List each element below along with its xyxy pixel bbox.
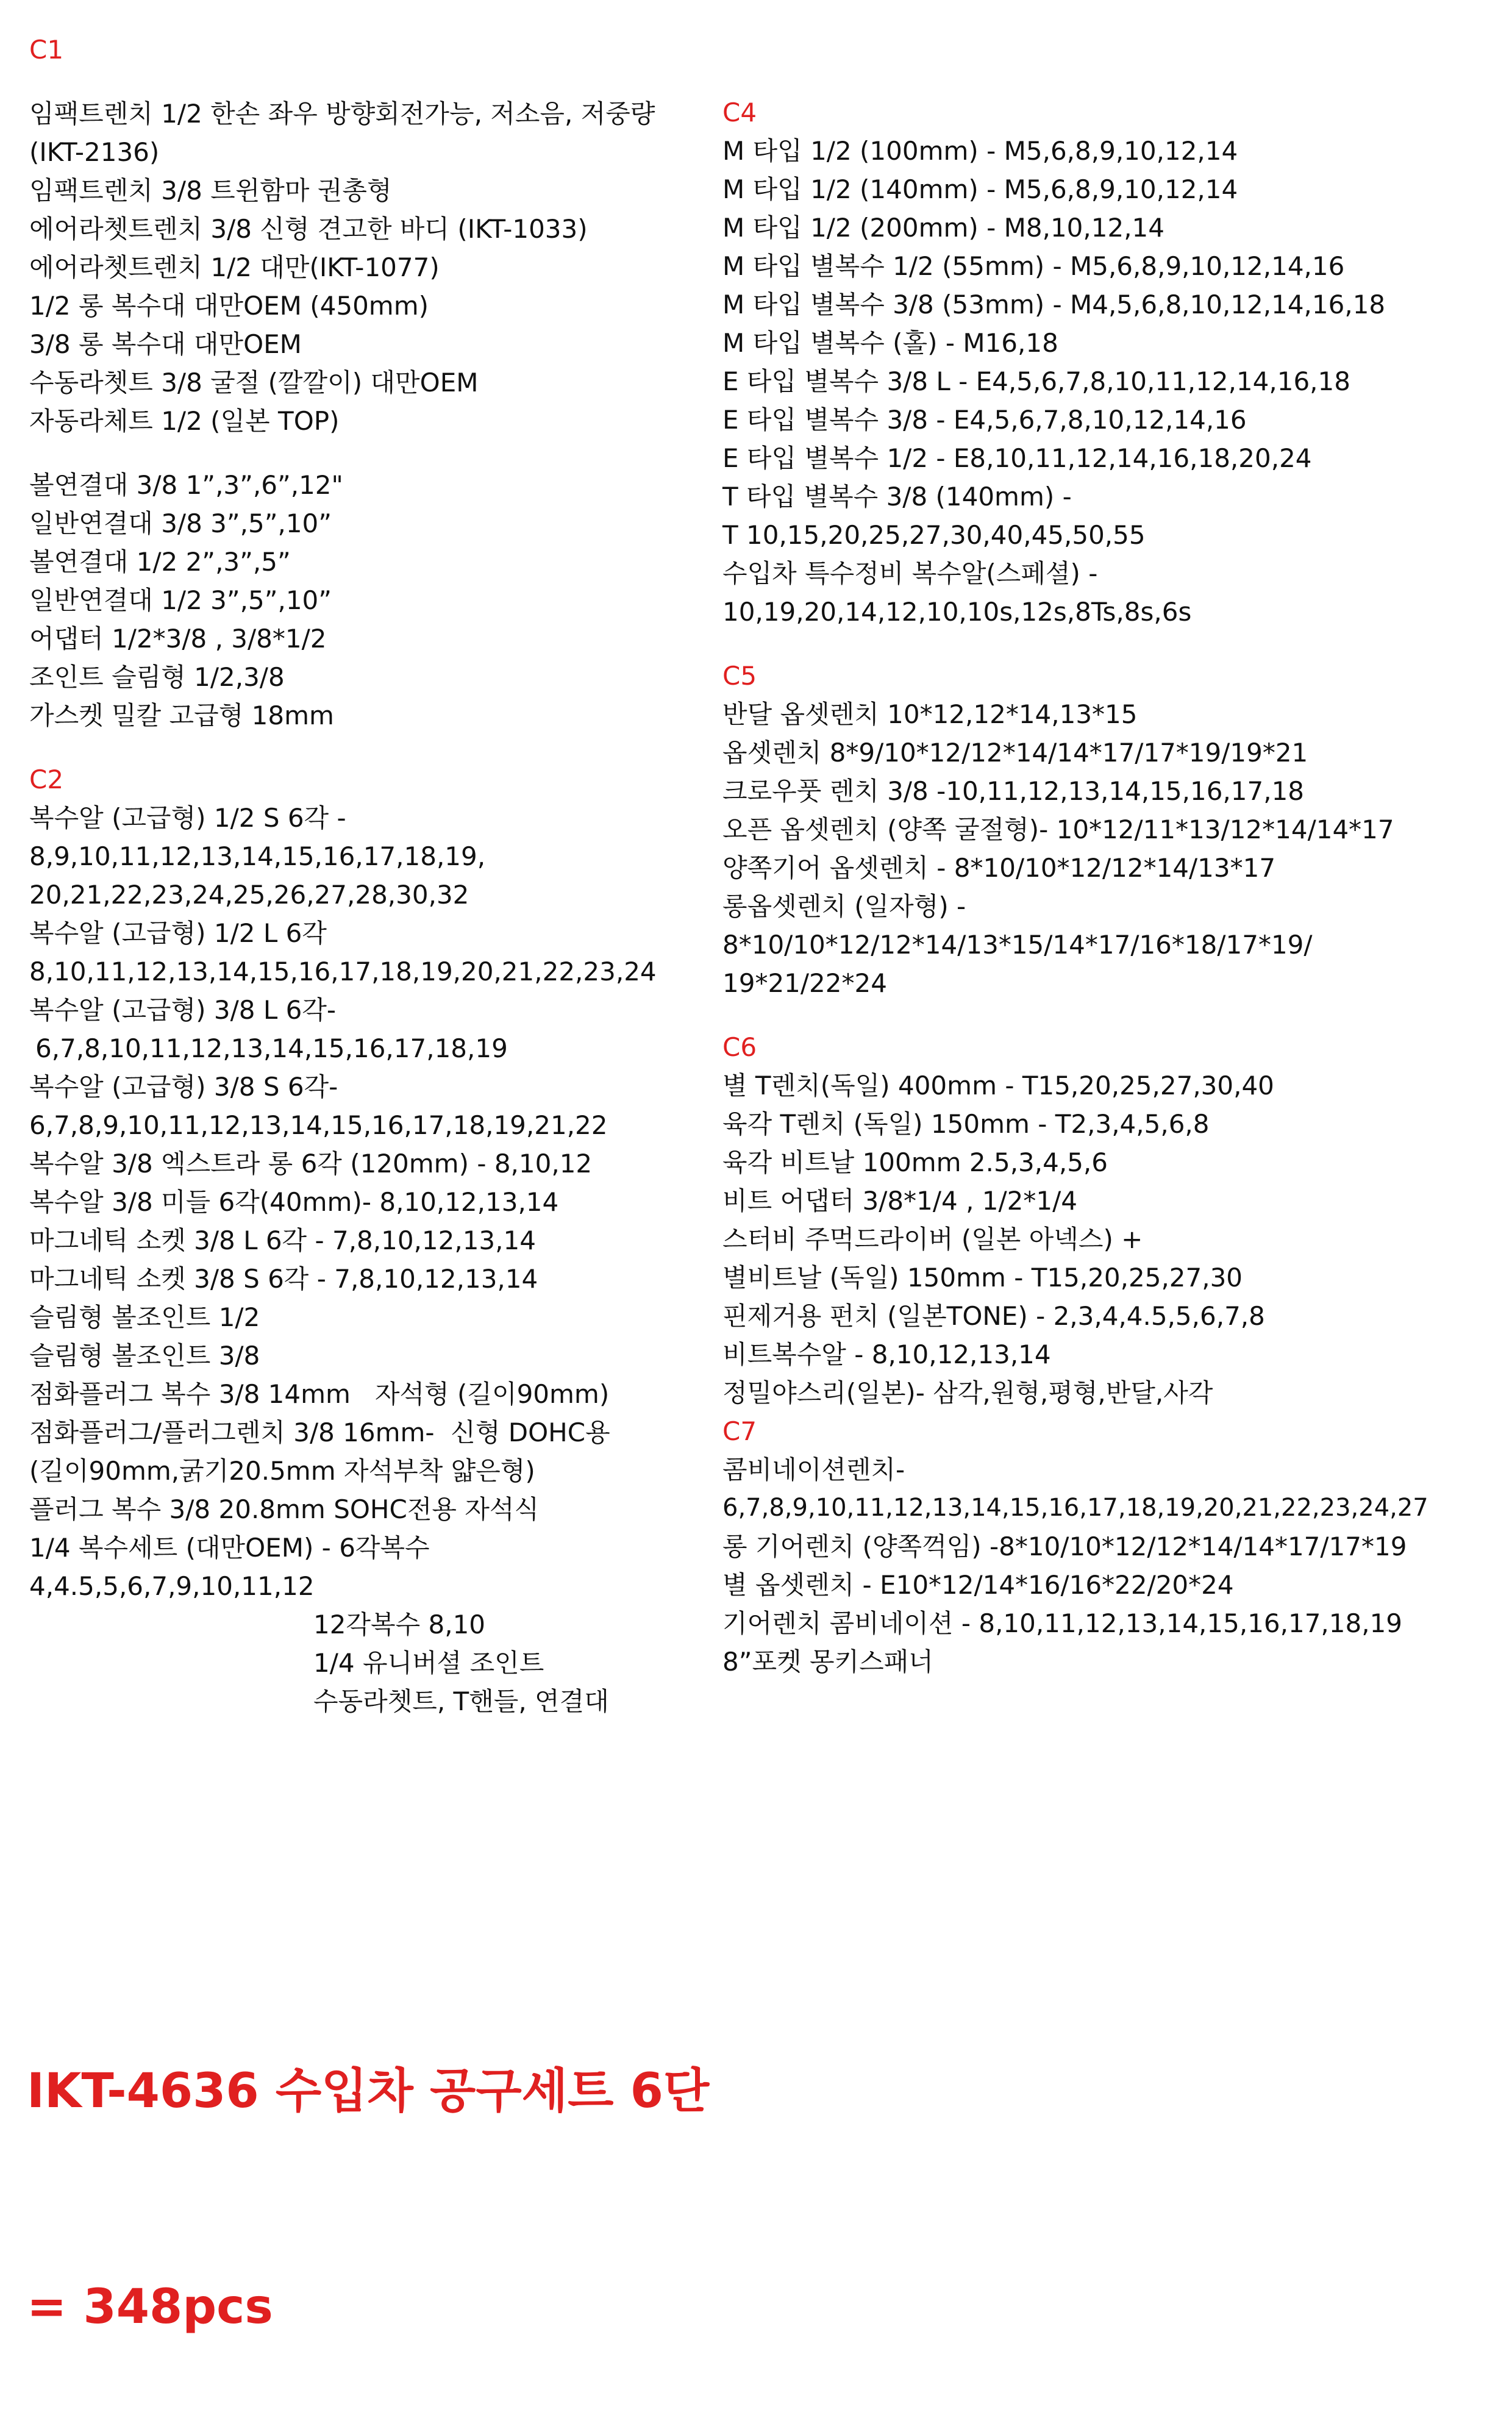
list-item: 일반연결대 3/8 3”,5”,10”	[29, 508, 332, 538]
section-heading-c2: C2	[29, 765, 64, 794]
list-item: 에어라쳇트렌치 1/2 대만(IKT-1077)	[29, 252, 440, 282]
list-item: M 타입 별복수 1/2 (55mm) - M5,6,8,9,10,12,14,16	[722, 251, 1345, 281]
list-item: M 타입 별복수 3/8 (53mm) - M4,5,6,8,10,12,14,16,18	[722, 290, 1386, 319]
left-column	[29, 30, 712, 1721]
list-item: 복수알 (고급형) 3/8 L 6각-	[29, 995, 337, 1025]
list-item: 비트 어댑터 3/8*1/4 , 1/2*1/4	[722, 1186, 1077, 1216]
spacer	[29, 69, 712, 95]
list-item: 별비트날 (독일) 150mm - T15,20,25,27,30	[722, 1263, 1243, 1293]
list-item: 1/4 유니버셜 조인트	[313, 1648, 544, 1678]
list-item: 8,10,11,12,13,14,15,16,17,18,19,20,21,22,23,24	[29, 957, 657, 986]
c7-list	[722, 1450, 1509, 1681]
list-item: 어댑터 1/2*3/8 , 3/8*1/2	[29, 624, 327, 654]
list-item: M 타입 별복수 (홀) - M16,18	[722, 328, 1058, 358]
list-item: 비트복수알 - 8,10,12,13,14	[722, 1339, 1051, 1369]
list-item: 슬림형 볼조인트 1/2	[29, 1302, 260, 1332]
list-item: 별 옵셋렌치 - E10*12/14*16/16*22/20*24	[722, 1570, 1234, 1600]
list-item: 6,7,8,9,10,11,12,13,14,15,16,17,18,19,21,22	[29, 1110, 608, 1140]
list-item: 롱옵셋렌치 (일자형) -	[722, 891, 966, 921]
list-item: 12각복수 8,10	[313, 1610, 486, 1639]
spacer	[722, 631, 1509, 657]
list-item: 슬림형 볼조인트 3/8	[29, 1341, 260, 1371]
list-item: 수동라쳇트, T핸들, 연결대	[313, 1686, 609, 1716]
c1-list	[29, 95, 712, 440]
c1-list-extensions	[29, 466, 712, 735]
product-title-line1: IKT-4636 수입차 공구세트 6단	[27, 2064, 710, 2119]
list-item: 크로우풋 렌치 3/8 -10,11,12,13,14,15,16,17,18	[722, 776, 1305, 806]
section-heading-c6: C6	[722, 1032, 757, 1062]
list-item: (길이90mm,굵기20.5mm 자석부착 얇은형)	[29, 1456, 535, 1486]
list-item: 수동라쳇트 3/8 굴절 (깔깔이) 대만OEM	[29, 368, 479, 398]
list-item: E 타입 별복수 3/8 L - E4,5,6,7,8,10,11,12,14,16,18	[722, 366, 1350, 396]
list-item: 반달 옵셋렌치 10*12,12*14,13*15	[722, 699, 1138, 729]
list-item: M 타입 1/2 (200mm) - M8,10,12,14	[722, 213, 1164, 243]
product-title	[27, 1911, 709, 2415]
spacer	[29, 735, 712, 760]
list-item: 마그네틱 소켓 3/8 S 6각 - 7,8,10,12,13,14	[29, 1264, 538, 1294]
list-item: 8,9,10,11,12,13,14,15,16,17,18,19,	[29, 841, 486, 871]
list-item: T 10,15,20,25,27,30,40,45,50,55	[722, 520, 1146, 550]
right-column	[722, 93, 1509, 1681]
section-heading-c5: C5	[722, 661, 757, 691]
section-heading-c7: C7	[722, 1416, 757, 1446]
list-item: M 타입 1/2 (140mm) - M5,6,8,9,10,12,14	[722, 174, 1238, 204]
list-item: E 타입 별복수 1/2 - E8,10,11,12,14,16,18,20,24	[722, 443, 1312, 473]
list-item: 복수알 (고급형) 3/8 S 6각-	[29, 1072, 338, 1102]
list-item: 콤비네이션렌치-	[722, 1455, 905, 1485]
list-item: 20,21,22,23,24,25,26,27,28,30,32	[29, 880, 469, 910]
list-item: 복수알 (고급형) 1/2 L 6각	[29, 918, 327, 948]
list-item: 스터비 주먹드라이버 (일본 아넥스) +	[722, 1224, 1143, 1254]
c6-list	[722, 1066, 1509, 1412]
list-item: 3/8 롱 복수대 대만OEM	[29, 329, 302, 359]
list-item: 19*21/22*24	[722, 968, 887, 998]
list-item: 육각 T렌치 (독일) 150mm - T2,3,4,5,6,8	[722, 1109, 1210, 1139]
list-item: T 타입 별복수 3/8 (140mm) -	[722, 482, 1072, 512]
list-item: 롱 기어렌치 (양쪽꺽임) -8*10/10*12/12*14/14*17/17*19	[722, 1532, 1407, 1561]
c4-list	[722, 132, 1509, 631]
list-item: 10,19,20,14,12,10,10s,12s,8Ts,8s,6s	[722, 597, 1192, 627]
list-item: 6,7,8,9,10,11,12,13,14,15,16,17,18,19,20,21,22,23,24,27	[722, 1494, 1428, 1522]
list-item: 에어라쳇트렌치 3/8 신형 견고한 바디 (IKT-1033)	[29, 214, 588, 244]
list-item: 복수알 3/8 엑스트라 롱 6각 (120mm) - 8,10,12	[29, 1149, 593, 1179]
list-item: 8*10/10*12/12*14/13*15/14*17/16*18/17*19/	[722, 930, 1313, 960]
list-item: 가스켓 밀칼 고급형 18mm	[29, 701, 334, 730]
c5-list	[722, 695, 1509, 1002]
product-title-line2: = 348pcs	[27, 2280, 273, 2335]
list-item: 1/2 롱 복수대 대만OEM (450mm)	[29, 291, 429, 321]
list-item: 플러그 복수 3/8 20.8mm SOHC전용 자석식	[29, 1494, 540, 1524]
spacer	[722, 1002, 1509, 1028]
list-item: 수입차 특수정비 복수알(스페셜) -	[722, 558, 1098, 588]
list-item: 양쪽기어 옵셋렌치 - 8*10/10*12/12*14/13*17	[722, 853, 1276, 883]
list-item: 임팩트렌치 3/8 트윈함마 권총형	[29, 176, 392, 205]
list-item: 복수알 3/8 미들 6각(40mm)- 8,10,12,13,14	[29, 1187, 559, 1217]
list-item: 복수알 (고급형) 1/2 S 6각 -	[29, 803, 346, 833]
list-item: 조인트 슬림형 1/2,3/8	[29, 662, 285, 692]
list-item: 육각 비트날 100mm 2.5,3,4,5,6	[722, 1147, 1108, 1177]
list-item: 8”포켓 몽키스패너	[722, 1647, 933, 1677]
list-item: 별 T렌치(독일) 400mm - T15,20,25,27,30,40	[722, 1071, 1274, 1100]
list-item: 볼연결대 3/8 1”,3”,6”,12"	[29, 470, 343, 500]
list-item: 임팩트렌치 1/2 한손 좌우 방향회전가능, 저소음, 저중량	[29, 99, 655, 129]
list-item: (IKT-2136)	[29, 137, 160, 167]
list-item: 점화플러그 복수 3/8 14mm 자석형 (길이90mm)	[29, 1379, 610, 1409]
list-item: 점화플러그/플러그렌치 3/8 16mm- 신형 DOHC용	[29, 1418, 610, 1447]
list-item: 오픈 옵셋렌치 (양쪽 굴절형)- 10*12/11*13/12*14/14*17	[722, 815, 1394, 844]
section-heading-c4: C4	[722, 98, 757, 127]
list-item: 자동라체트 1/2 (일본 TOP)	[29, 406, 340, 436]
list-item: 핀제거용 펀치 (일본TONE) - 2,3,4,4.5,5,6,7,8	[722, 1301, 1265, 1331]
list-item: 기어렌치 콤비네이션 - 8,10,11,12,13,14,15,16,17,18,19	[722, 1608, 1403, 1638]
list-item: 마그네틱 소켓 3/8 L 6각 - 7,8,10,12,13,14	[29, 1225, 536, 1255]
list-item: 1/4 복수세트 (대만OEM) - 6각복수	[29, 1533, 430, 1563]
section-heading-c1: C1	[29, 35, 64, 65]
list-item: 6,7,8,10,11,12,13,14,15,16,17,18,19	[35, 1033, 508, 1063]
list-item: M 타입 1/2 (100mm) - M5,6,8,9,10,12,14	[722, 136, 1238, 166]
list-item: 볼연결대 1/2 2”,3”,5”	[29, 547, 291, 577]
list-item: 정밀야스리(일본)- 삼각,원형,평형,반달,사각	[722, 1378, 1213, 1408]
spacer	[29, 440, 712, 466]
c2-list	[29, 799, 712, 1721]
list-item: 4,4.5,5,6,7,9,10,11,12	[29, 1571, 315, 1601]
list-item: E 타입 별복수 3/8 - E4,5,6,7,8,10,12,14,16	[722, 405, 1247, 435]
list-item: 옵셋렌치 8*9/10*12/12*14/14*17/17*19/19*21	[722, 738, 1308, 768]
list-item: 일반연결대 1/2 3”,5”,10”	[29, 585, 332, 615]
